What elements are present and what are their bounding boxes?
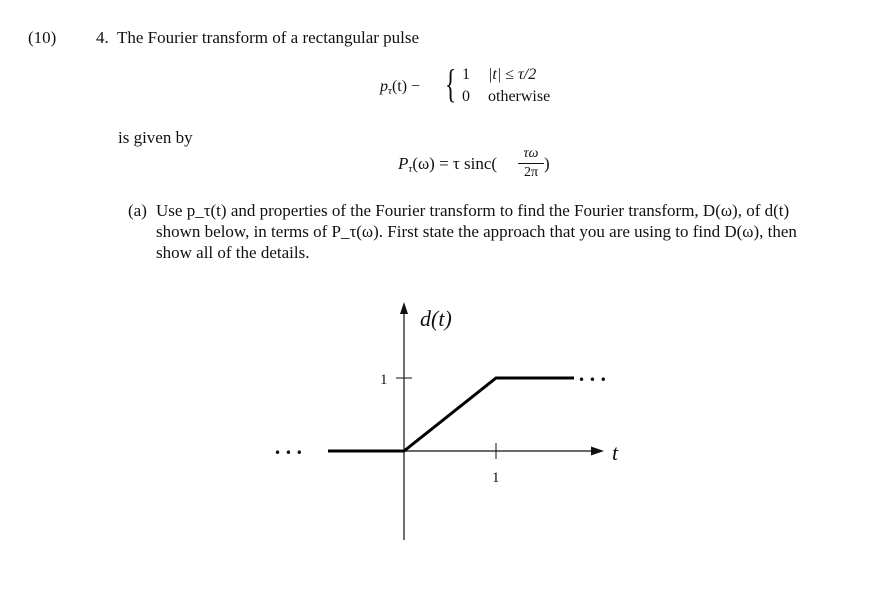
pulse-lhs: $p_\tau(t)$ − (380, 78, 421, 97)
problem-statement: The Fourier transform of a rectangular pulse (116, 28, 420, 47)
transform-lhs: $P_\tau(\omega) = \tau$ sinc( (398, 154, 498, 175)
y-axis-arrow-icon (400, 302, 408, 314)
problem-header (96, 28, 419, 48)
case1-value: 1 (462, 66, 470, 83)
part-a-label: (a) (128, 201, 147, 220)
fraction-denominator: 2π (523, 165, 539, 180)
part-a-line-2: shown below, in terms of P_τ(ω). First state the approach that you are using to find D(ω), then (156, 222, 797, 241)
problem-number: 4. (96, 28, 109, 47)
case2-value: 0 (462, 88, 470, 105)
case1-condition: |t| ≤ τ/2 (488, 66, 537, 83)
x-tick-label: 1 (492, 470, 500, 486)
right-ellipsis: • • • (578, 373, 607, 387)
case2-condition: otherwise (488, 88, 551, 105)
part-a (128, 200, 848, 263)
x-axis-label: t (612, 440, 619, 465)
x-axis-arrow-icon (591, 447, 604, 456)
part-a-line-3: show all of the details. (156, 243, 310, 262)
part-a-line-1: Use p_τ(t) and properties of the Fourier transform to find the Fourier transform, D(ω), of d(t) (156, 201, 790, 220)
left-ellipsis: • • • (274, 446, 303, 460)
y-axis-label: d(t) (420, 306, 452, 331)
fraction-bar (518, 163, 544, 164)
given-by-text: is given by (118, 128, 193, 147)
point-value: (10) (28, 28, 57, 47)
fraction-numerator: τω (523, 146, 539, 161)
closing-paren: ) (544, 154, 550, 173)
signal-curve (328, 378, 574, 451)
left-brace-icon: { (444, 61, 457, 106)
sinc-fraction (518, 146, 544, 181)
y-tick-label: 1 (380, 372, 388, 388)
